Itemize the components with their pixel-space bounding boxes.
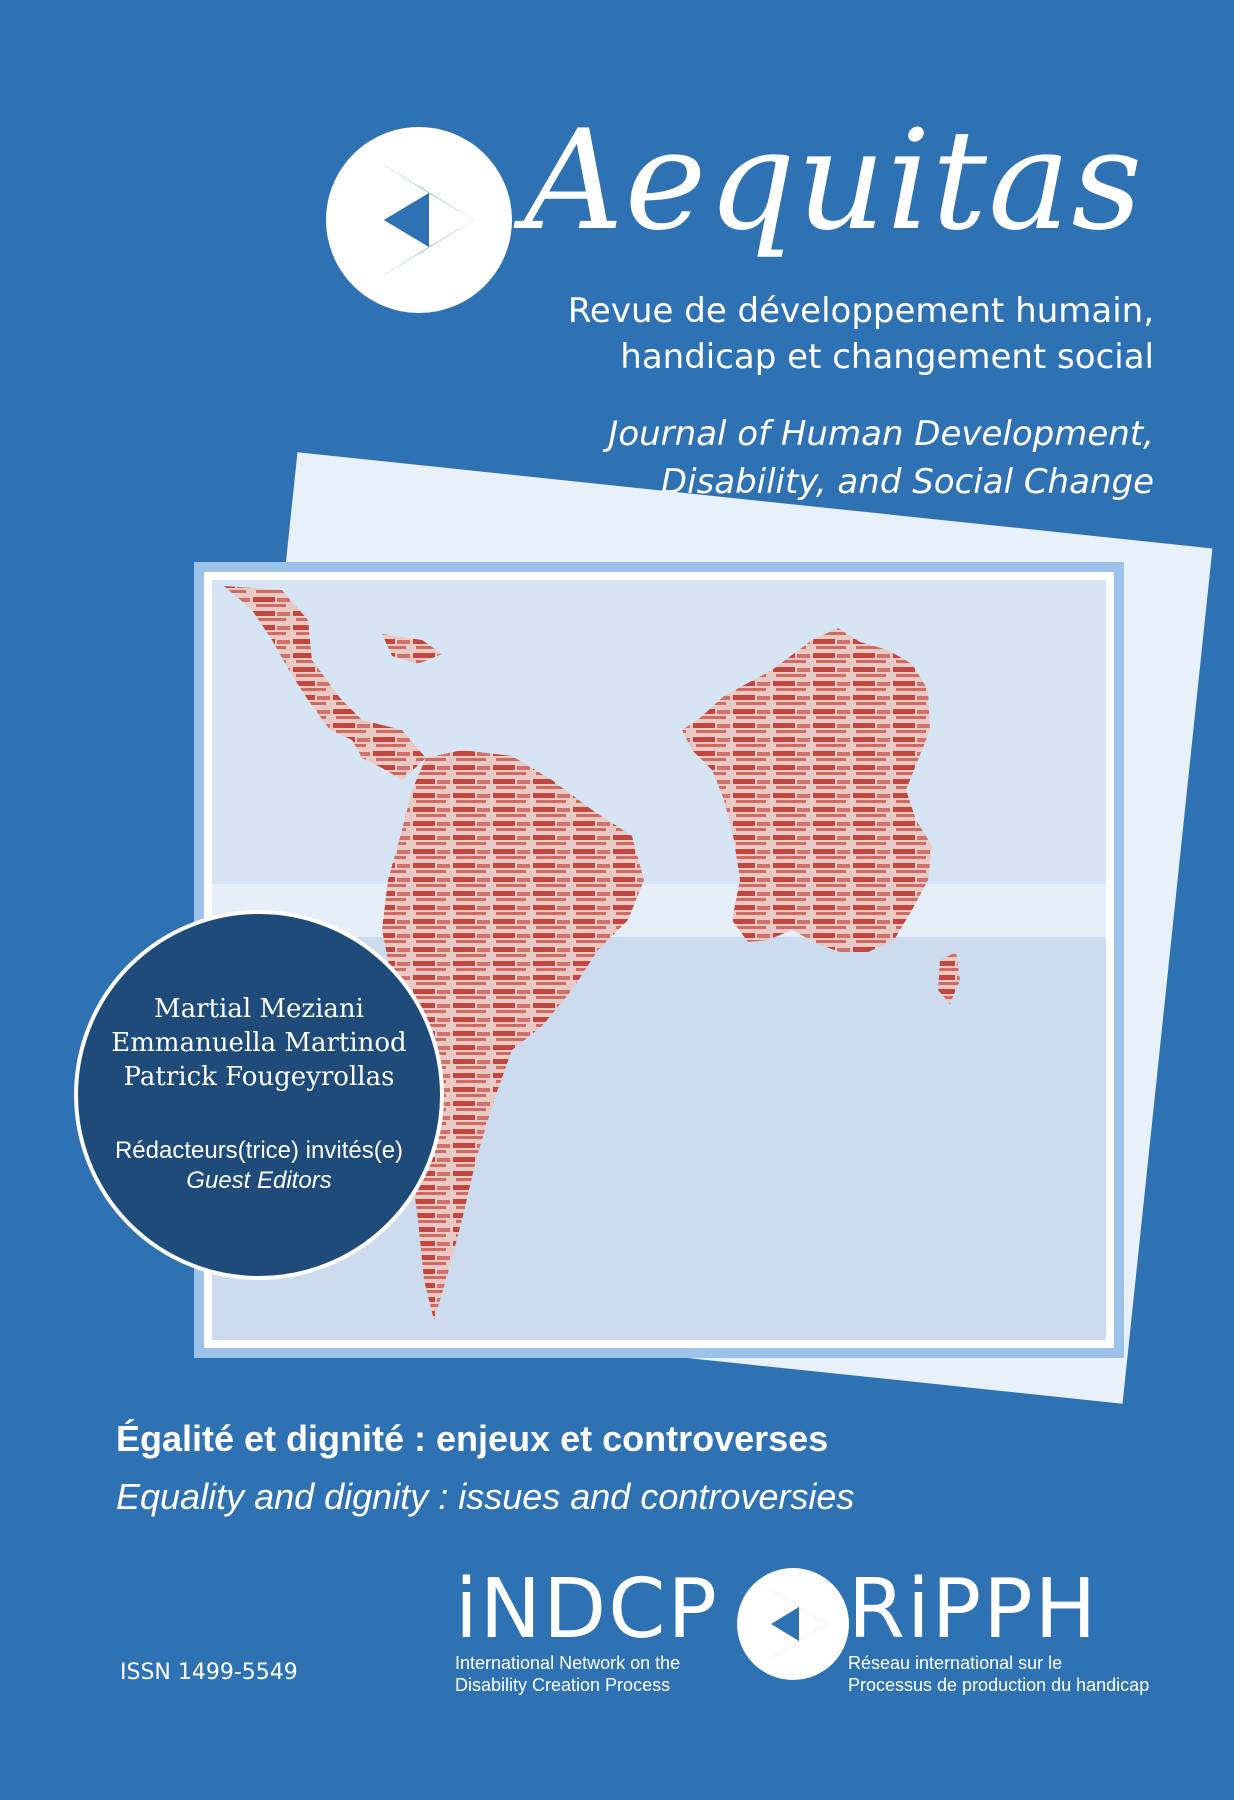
issue-theme-fr: Égalité et dignité : enjeux et controverses xyxy=(116,1418,829,1459)
subtitle-fr-line2: handicap et changement social xyxy=(620,337,1154,377)
journal-subtitle-en xyxy=(608,410,1154,506)
editor-name: Emmanuella Martinod xyxy=(111,1028,407,1058)
subtitle-fr-line1: Revue de développement humain, xyxy=(567,291,1154,331)
editor-name: Patrick Fougeyrollas xyxy=(123,1062,395,1092)
ripph-name-line1: Réseau international sur le xyxy=(848,1653,1063,1673)
issn-number: ISSN 1499-5549 xyxy=(120,1660,298,1685)
guest-editors-badge xyxy=(74,910,444,1280)
indcp-logo xyxy=(455,1562,740,1696)
journal-subtitle-fr xyxy=(568,288,1154,380)
indcp-name-line2: Disability Creation Process xyxy=(455,1675,671,1695)
aequitas-logo-icon xyxy=(324,125,514,315)
editor-role xyxy=(78,1136,440,1196)
issue-theme-en: Equality and dignity : issues and controversies xyxy=(116,1476,855,1517)
editor-role-fr: Rédacteurs(trice) invités(e) xyxy=(114,1137,404,1164)
indcp-acronym: iNDCP xyxy=(455,1562,719,1657)
subtitle-en-line2: Disability, and Social Change xyxy=(660,462,1154,502)
editor-name: Martial Meziani xyxy=(154,994,364,1024)
indcp-name-line1: International Network on the xyxy=(455,1653,681,1673)
ripph-logo xyxy=(848,1562,1150,1696)
editor-names xyxy=(78,992,440,1094)
subtitle-en-line1: Journal of Human Development, xyxy=(608,414,1154,454)
ripph-name-line2: Processus de production du handicap xyxy=(848,1675,1150,1695)
journal-title: Aequitas xyxy=(524,100,1144,261)
editor-role-en: Guest Editors xyxy=(186,1167,332,1194)
network-logo-icon xyxy=(735,1566,851,1682)
ripph-acronym: RiPPH xyxy=(848,1562,1099,1657)
